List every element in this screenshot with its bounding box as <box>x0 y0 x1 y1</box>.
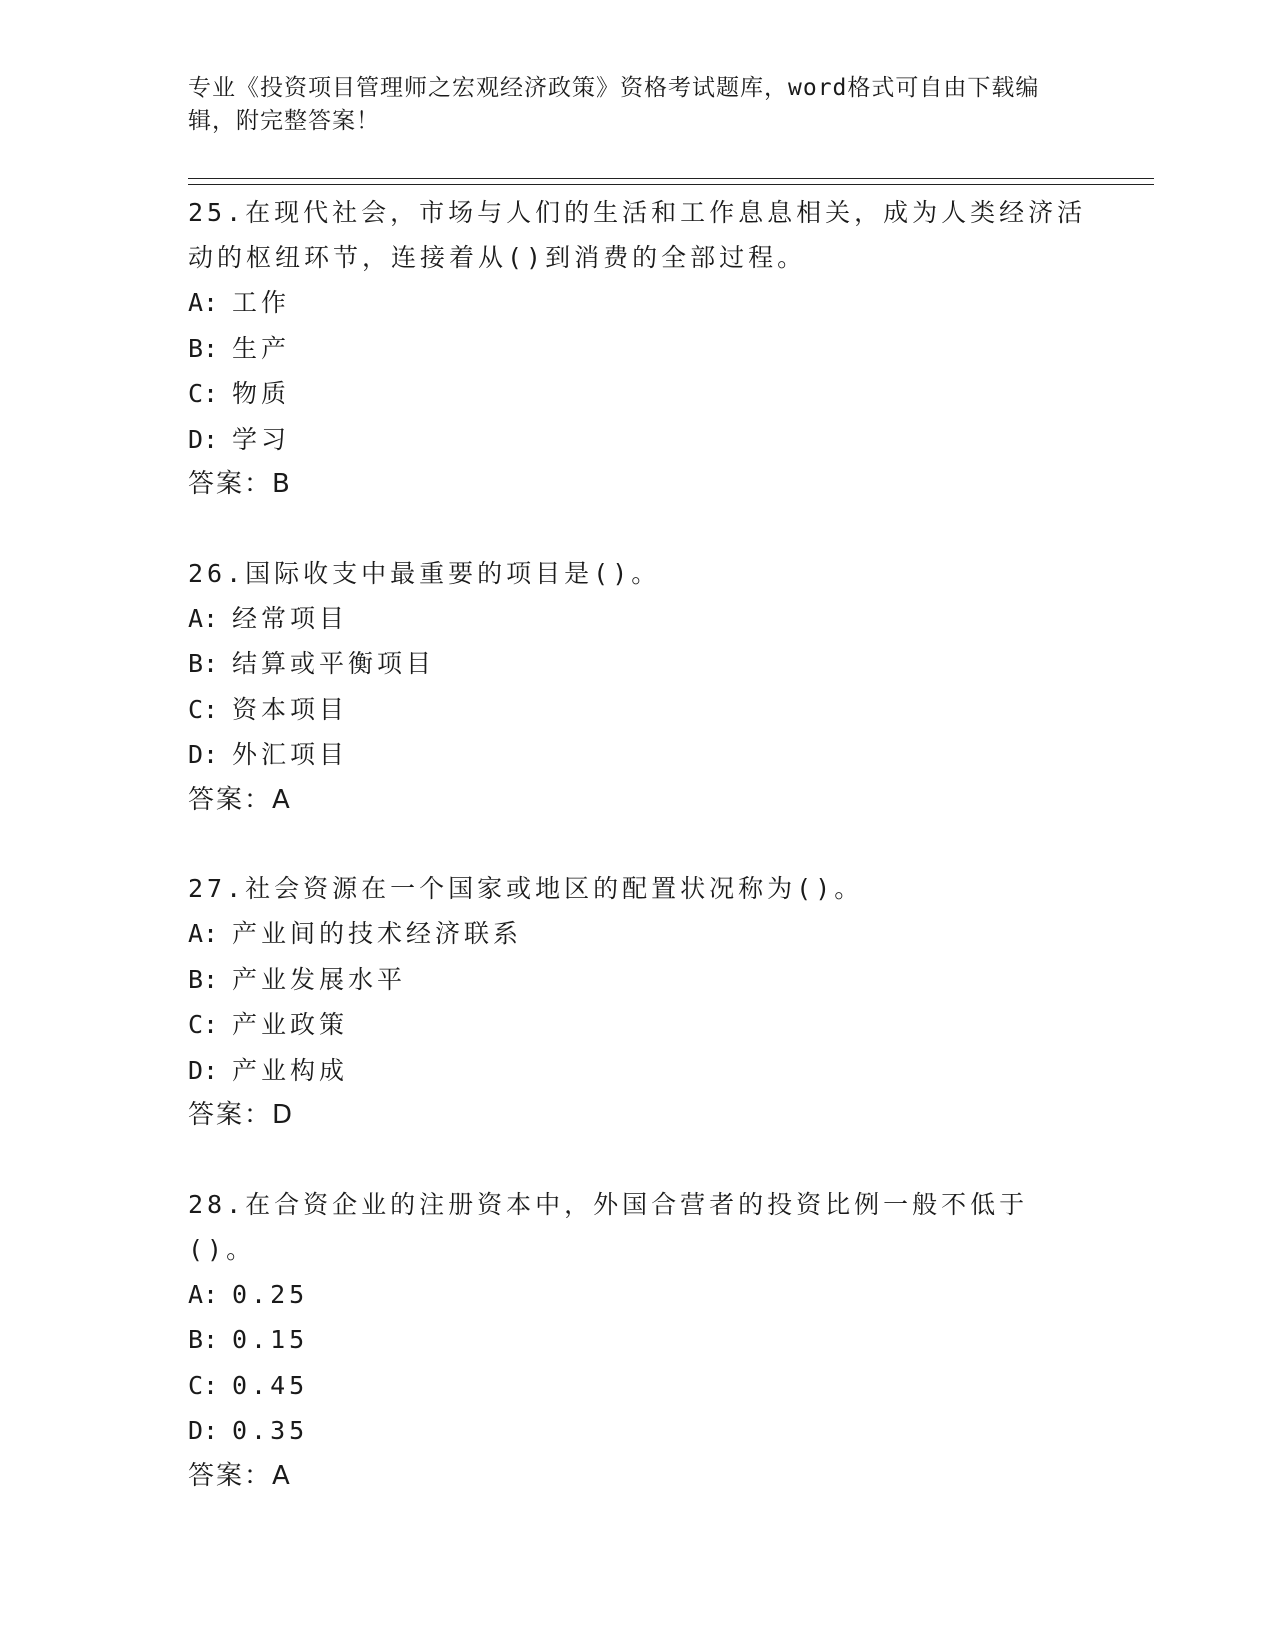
option-label: B: <box>188 333 219 363</box>
option-c <box>188 1002 1088 1048</box>
option-text: 工作 <box>232 288 291 317</box>
answer-line: 答案：A <box>188 784 292 815</box>
option-b <box>188 957 1088 1003</box>
option-c <box>188 1363 1088 1409</box>
option-a <box>188 911 1088 957</box>
option-label: A: <box>188 603 219 633</box>
option-label: A: <box>188 919 219 948</box>
option-d <box>188 417 1088 463</box>
header-divider-top <box>188 178 1154 179</box>
option-text: 0.35 <box>232 1416 309 1445</box>
option-label: C: <box>188 1370 219 1400</box>
option-a <box>188 1272 1088 1318</box>
option-label: C: <box>188 1010 219 1039</box>
option-b <box>188 1317 1088 1363</box>
option-label: D: <box>188 740 219 769</box>
option-text: 外汇项目 <box>232 740 349 769</box>
option-text: 0.45 <box>232 1370 309 1400</box>
question-27 <box>188 866 1088 1139</box>
document-intro: 专业《投资项目管理师之宏观经济政策》资格考试题库，word格式可自由下载编辑，附完整答案！ <box>188 75 1040 134</box>
question-stem: 25.在现代社会，市场与人们的生活和工作息息相关，成为人类经济活动的枢纽环节，连接着从()到消费的全部过程。 <box>188 198 1087 272</box>
option-label: C: <box>188 379 219 408</box>
question-28 <box>188 1182 1088 1500</box>
option-label: B: <box>188 1325 219 1354</box>
option-c <box>188 687 1088 733</box>
question-stem: 27.社会资源在一个国家或地区的配置状况称为()。 <box>188 874 864 903</box>
option-text: 产业间的技术经济联系 <box>232 919 523 948</box>
option-label: D: <box>188 1416 219 1445</box>
question-25 <box>188 190 1088 508</box>
option-text: 0.15 <box>232 1325 309 1354</box>
option-text: 产业发展水平 <box>232 964 407 994</box>
option-text: 结算或平衡项目 <box>232 649 436 678</box>
question-stem: 28.在合资企业的注册资本中，外国合营者的投资比例一般不低于()。 <box>188 1189 1029 1264</box>
option-text: 资本项目 <box>232 694 349 724</box>
option-label: D: <box>188 424 219 454</box>
answer-line: 答案：B <box>188 469 292 499</box>
option-b <box>188 326 1088 372</box>
option-text: 经常项目 <box>232 603 349 633</box>
option-label: A: <box>188 1279 219 1309</box>
option-label: A: <box>188 288 219 317</box>
option-text: 产业构成 <box>232 1055 349 1085</box>
option-d <box>188 1048 1088 1094</box>
option-label: C: <box>188 694 219 724</box>
option-label: D: <box>188 1055 219 1085</box>
option-label: B: <box>188 964 219 994</box>
option-a <box>188 596 1088 642</box>
option-text: 产业政策 <box>232 1010 349 1039</box>
question-26 <box>188 551 1088 824</box>
option-text: 物质 <box>232 379 291 408</box>
option-a <box>188 280 1088 326</box>
answer-line: 答案：D <box>188 1100 295 1130</box>
question-list <box>188 190 1088 1542</box>
option-d <box>188 1408 1088 1454</box>
option-text: 0.25 <box>232 1279 309 1309</box>
option-text: 生产 <box>232 333 291 363</box>
option-c <box>188 371 1088 417</box>
option-label: B: <box>188 649 219 678</box>
header-divider-bottom <box>188 184 1154 185</box>
option-d <box>188 732 1088 778</box>
question-stem: 26.国际收支中最重要的项目是()。 <box>188 558 661 588</box>
answer-line: 答案：A <box>188 1460 292 1491</box>
option-text: 学习 <box>232 424 291 454</box>
option-b <box>188 641 1088 687</box>
